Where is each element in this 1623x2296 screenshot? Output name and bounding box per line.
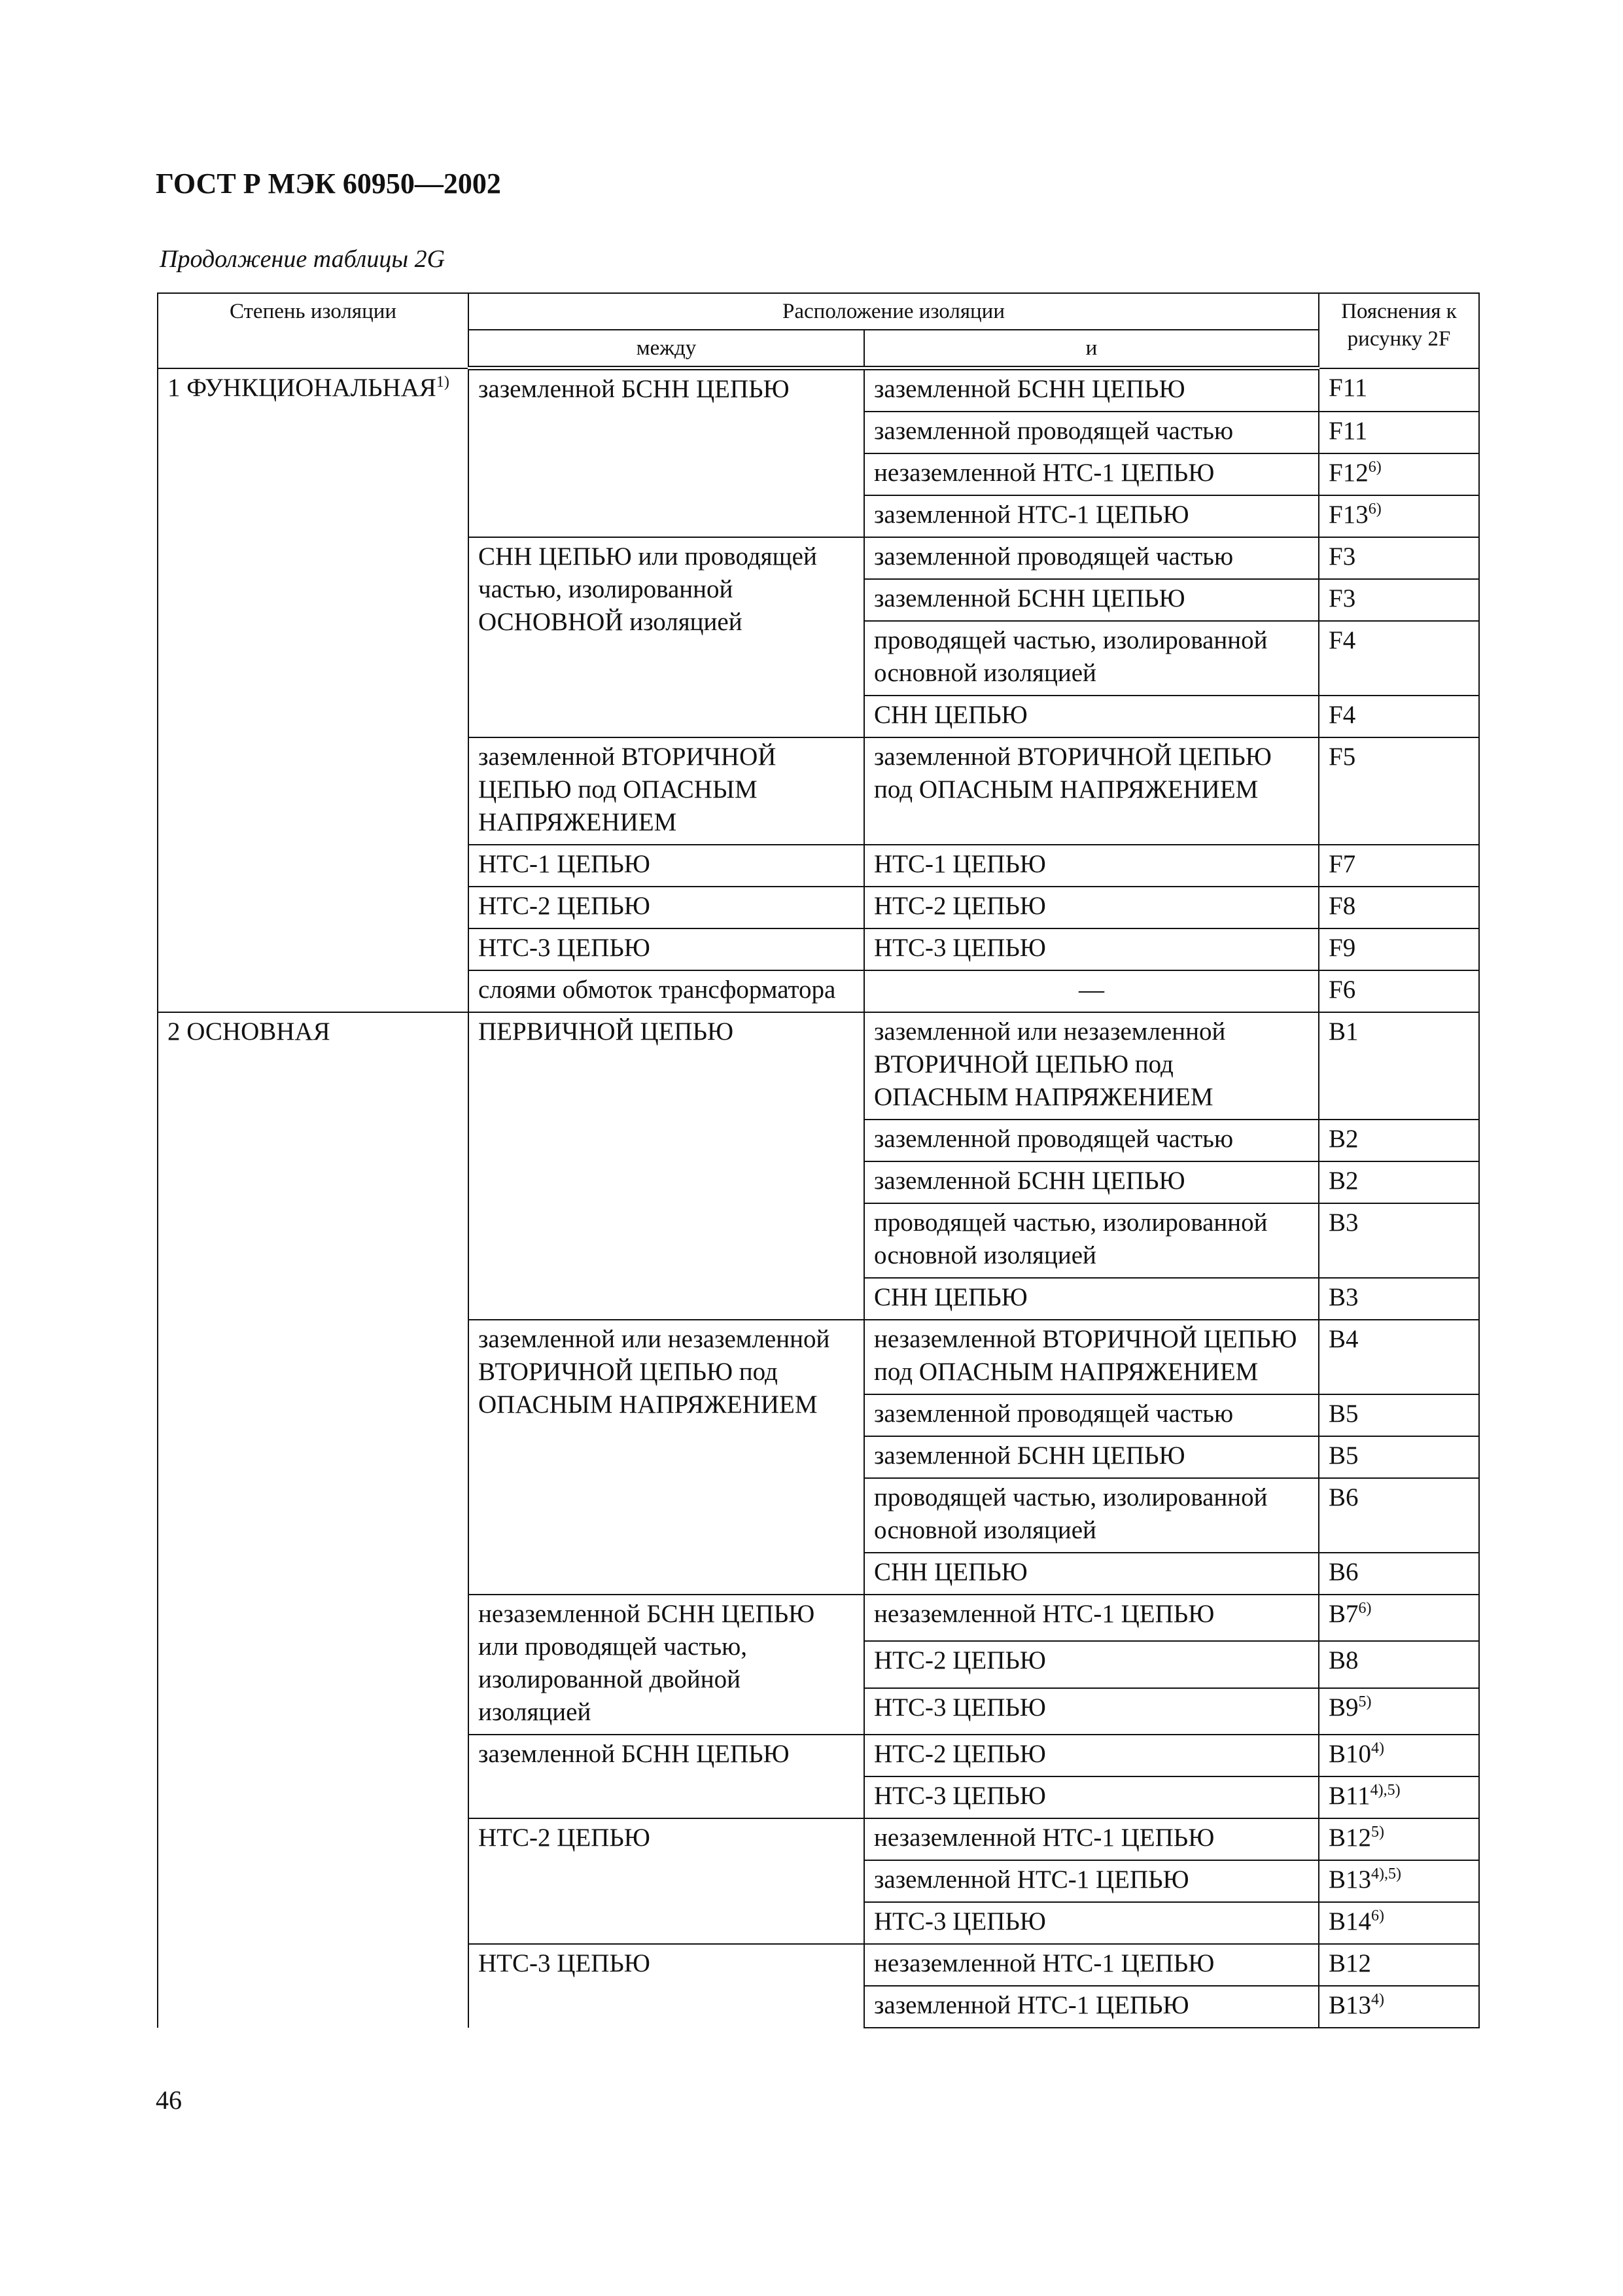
between-cell: НТС-2 ЦЕПЬЮ xyxy=(468,887,864,928)
ref-cell xyxy=(1319,537,1479,579)
ref-cell xyxy=(1319,970,1479,1012)
and-cell: заземленной проводящей частью xyxy=(864,537,1319,579)
ref-cell xyxy=(1319,1595,1479,1641)
figure-ref: B14 xyxy=(1329,1907,1372,1935)
ref-cell xyxy=(1319,737,1479,845)
and-cell: НТС-2 ЦЕПЬЮ xyxy=(864,1641,1319,1687)
header-notes: Пояснения к рисунку 2F xyxy=(1319,293,1479,368)
and-cell: заземленной БСНН ЦЕПЬЮ xyxy=(864,1161,1319,1203)
and-cell: незаземленной НТС-1 ЦЕПЬЮ xyxy=(864,1595,1319,1641)
and-cell: СНН ЦЕПЬЮ xyxy=(864,1278,1319,1320)
ref-cell xyxy=(1319,579,1479,621)
ref-cell xyxy=(1319,1478,1479,1553)
between-cell: НТС-3 ЦЕПЬЮ xyxy=(468,928,864,970)
figure-ref: F6 xyxy=(1329,976,1356,1004)
and-cell: заземленной проводящей частью xyxy=(864,412,1319,453)
and-cell: НТС-3 ЦЕПЬЮ xyxy=(864,1776,1319,1818)
figure-ref: F5 xyxy=(1329,743,1356,771)
and-cell: заземленной проводящей частью xyxy=(864,1120,1319,1161)
figure-ref: F9 xyxy=(1329,934,1356,962)
and-cell: заземленной ВТОРИЧНОЙ ЦЕПЬЮ под ОПАСНЫМ НАПРЯЖЕНИЕМ xyxy=(864,737,1319,845)
ref-cell xyxy=(1319,887,1479,928)
and-cell: СНН ЦЕПЬЮ xyxy=(864,1553,1319,1595)
degree-footnote-mark: 1) xyxy=(436,373,449,391)
and-cell: незаземленной НТС-1 ЦЕПЬЮ xyxy=(864,1818,1319,1860)
figure-ref: F3 xyxy=(1329,542,1356,571)
ref-cell xyxy=(1319,1553,1479,1595)
footnote-mark: 4) xyxy=(1371,1991,1385,2008)
page-number: 46 xyxy=(156,2085,182,2115)
ref-cell xyxy=(1319,1641,1479,1687)
ref-cell xyxy=(1319,1320,1479,1394)
header-between: между xyxy=(468,330,864,368)
header-location: Расположение изоляции xyxy=(468,293,1319,330)
footnote-mark: 6) xyxy=(1368,501,1382,518)
figure-ref: B12 xyxy=(1329,1824,1372,1852)
figure-ref: B5 xyxy=(1329,1400,1359,1428)
and-cell: заземленной НТС-1 ЦЕПЬЮ xyxy=(864,1986,1319,2028)
figure-ref: F3 xyxy=(1329,584,1356,612)
degree-cell xyxy=(158,1012,468,2028)
ref-cell xyxy=(1319,621,1479,696)
footnote-mark: 6) xyxy=(1368,459,1382,476)
figure-ref: F11 xyxy=(1329,373,1368,402)
between-cell: СНН ЦЕПЬЮ или проводящей частью, изолированной ОСНОВНОЙ изоляцией xyxy=(468,537,864,737)
table-row xyxy=(158,368,1479,412)
header-degree: Степень изоляции xyxy=(158,293,468,368)
and-cell: незаземленной ВТОРИЧНОЙ ЦЕПЬЮ под ОПАСНЫМ НАПРЯЖЕНИЕМ xyxy=(864,1320,1319,1394)
and-cell: заземленной БСНН ЦЕПЬЮ xyxy=(864,579,1319,621)
figure-ref: B13 xyxy=(1329,1991,1372,2019)
figure-ref: B3 xyxy=(1329,1209,1359,1237)
and-cell: НТС-2 ЦЕПЬЮ xyxy=(864,1735,1319,1776)
ref-cell xyxy=(1319,1012,1479,1120)
between-cell: НТС-1 ЦЕПЬЮ xyxy=(468,845,864,887)
ref-cell xyxy=(1319,1436,1479,1478)
figure-ref: B2 xyxy=(1329,1125,1359,1153)
ref-cell xyxy=(1319,1986,1479,2028)
figure-ref: B9 xyxy=(1329,1693,1359,1722)
and-cell: — xyxy=(864,970,1319,1012)
footnote-mark: 6) xyxy=(1358,1600,1372,1617)
ref-cell xyxy=(1319,453,1479,495)
footnote-mark: 4),5) xyxy=(1370,1782,1401,1799)
figure-ref: B13 xyxy=(1329,1865,1372,1894)
figure-ref: B6 xyxy=(1329,1483,1359,1511)
figure-ref: B7 xyxy=(1329,1600,1359,1628)
figure-ref: B1 xyxy=(1329,1017,1359,1046)
and-cell: заземленной БСНН ЦЕПЬЮ xyxy=(864,368,1319,412)
degree-cell xyxy=(158,368,468,1013)
and-cell: НТС-3 ЦЕПЬЮ xyxy=(864,928,1319,970)
ref-cell xyxy=(1319,1735,1479,1776)
ref-cell xyxy=(1319,1203,1479,1278)
and-cell: заземленной проводящей частью xyxy=(864,1394,1319,1436)
degree-label: 2 ОСНОВНАЯ xyxy=(167,1017,330,1046)
figure-ref: B6 xyxy=(1329,1558,1359,1586)
and-cell: заземленной БСНН ЦЕПЬЮ xyxy=(864,1436,1319,1478)
between-cell: НТС-2 ЦЕПЬЮ xyxy=(468,1818,864,1944)
and-cell: заземленной НТС-1 ЦЕПЬЮ xyxy=(864,1860,1319,1902)
between-cell: ПЕРВИЧНОЙ ЦЕПЬЮ xyxy=(468,1012,864,1320)
and-cell: заземленной НТС-1 ЦЕПЬЮ xyxy=(864,495,1319,537)
ref-cell xyxy=(1319,1278,1479,1320)
ref-cell xyxy=(1319,1394,1479,1436)
table-caption: Продолжение таблицы 2G xyxy=(160,245,445,273)
and-cell: СНН ЦЕПЬЮ xyxy=(864,696,1319,737)
and-cell: НТС-3 ЦЕПЬЮ xyxy=(864,1902,1319,1944)
insulation-table xyxy=(157,292,1480,2028)
degree-label: 1 ФУНКЦИОНАЛЬНАЯ xyxy=(167,373,436,402)
and-cell: НТС-3 ЦЕПЬЮ xyxy=(864,1688,1319,1735)
figure-ref: B2 xyxy=(1329,1167,1359,1195)
between-cell: заземленной ВТОРИЧНОЙ ЦЕПЬЮ под ОПАСНЫМ НАПРЯЖЕНИЕМ xyxy=(468,737,864,845)
figure-ref: B10 xyxy=(1329,1740,1372,1768)
figure-ref: B8 xyxy=(1329,1646,1359,1675)
ref-cell xyxy=(1319,1776,1479,1818)
figure-ref: B11 xyxy=(1329,1782,1370,1810)
between-cell: слоями обмоток трансформатора xyxy=(468,970,864,1012)
figure-ref: F4 xyxy=(1329,701,1356,729)
and-cell: заземленной или незаземленной ВТОРИЧНОЙ ЦЕПЬЮ под ОПАСНЫМ НАПРЯЖЕНИЕМ xyxy=(864,1012,1319,1120)
footnote-mark: 5) xyxy=(1371,1824,1385,1841)
ref-cell xyxy=(1319,1860,1479,1902)
ref-cell xyxy=(1319,1944,1479,1986)
figure-ref: B3 xyxy=(1329,1283,1359,1311)
ref-cell xyxy=(1319,1120,1479,1161)
between-cell: НТС-3 ЦЕПЬЮ xyxy=(468,1944,864,2028)
footnote-mark: 4) xyxy=(1371,1740,1385,1757)
and-cell: НТС-2 ЦЕПЬЮ xyxy=(864,887,1319,928)
figure-ref: F7 xyxy=(1329,850,1356,878)
figure-ref: F12 xyxy=(1329,459,1369,487)
between-cell: незаземленной БСНН ЦЕПЬЮ или проводящей частью, изолированной двойной изоляцией xyxy=(468,1595,864,1735)
and-cell: НТС-1 ЦЕПЬЮ xyxy=(864,845,1319,887)
ref-cell xyxy=(1319,1161,1479,1203)
figure-ref: F4 xyxy=(1329,626,1356,654)
ref-cell xyxy=(1319,1818,1479,1860)
ref-cell xyxy=(1319,845,1479,887)
and-cell: незаземленной НТС-1 ЦЕПЬЮ xyxy=(864,1944,1319,1986)
and-cell: проводящей частью, изолированной основной изоляцией xyxy=(864,1478,1319,1553)
figure-ref: F13 xyxy=(1329,501,1369,529)
footnote-mark: 6) xyxy=(1371,1907,1385,1924)
ref-cell xyxy=(1319,412,1479,453)
figure-ref: B4 xyxy=(1329,1325,1359,1353)
table-row xyxy=(158,1012,1479,1120)
figure-ref: B5 xyxy=(1329,1441,1359,1470)
between-cell: заземленной БСНН ЦЕПЬЮ xyxy=(468,1735,864,1818)
table-body xyxy=(158,368,1479,2028)
figure-ref: F11 xyxy=(1329,417,1368,445)
ref-cell xyxy=(1319,495,1479,537)
and-cell: проводящей частью, изолированной основной изоляцией xyxy=(864,621,1319,696)
figure-ref: B12 xyxy=(1329,1949,1372,1977)
header-and: и xyxy=(864,330,1319,368)
figure-ref: F8 xyxy=(1329,892,1356,920)
and-cell: незаземленной НТС-1 ЦЕПЬЮ xyxy=(864,453,1319,495)
ref-cell xyxy=(1319,368,1479,412)
between-cell: заземленной или незаземленной ВТОРИЧНОЙ ЦЕПЬЮ под ОПАСНЫМ НАПРЯЖЕНИЕМ xyxy=(468,1320,864,1595)
footnote-mark: 4),5) xyxy=(1371,1865,1402,1882)
between-cell: заземленной БСНН ЦЕПЬЮ xyxy=(468,368,864,538)
ref-cell xyxy=(1319,1688,1479,1735)
ref-cell xyxy=(1319,1902,1479,1944)
footnote-mark: 5) xyxy=(1358,1693,1372,1710)
and-cell: проводящей частью, изолированной основной изоляцией xyxy=(864,1203,1319,1278)
ref-cell xyxy=(1319,928,1479,970)
ref-cell xyxy=(1319,696,1479,737)
document-title: ГОСТ Р МЭК 60950—2002 xyxy=(156,168,501,200)
table-header xyxy=(158,293,1479,368)
